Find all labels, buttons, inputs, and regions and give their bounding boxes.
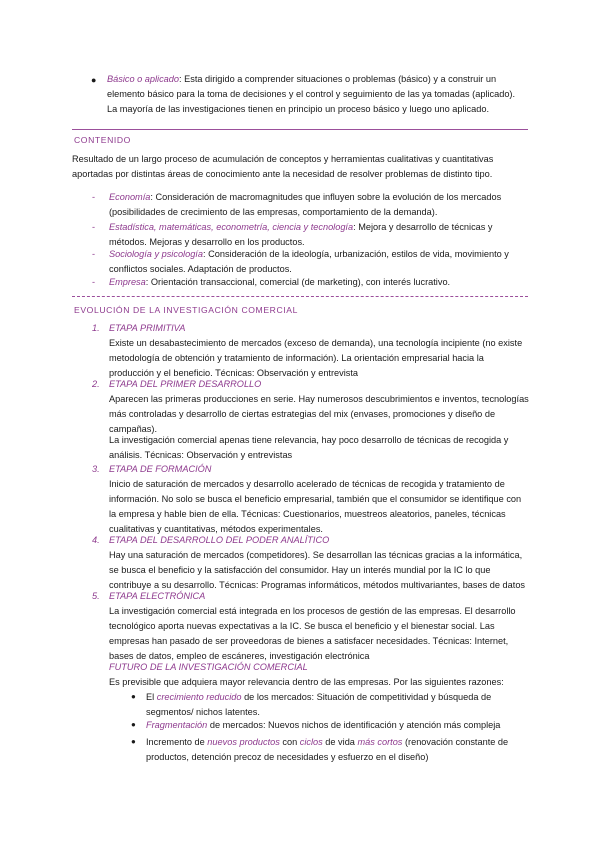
contenido-item-term: Empresa — [109, 277, 146, 287]
section-divider — [72, 129, 528, 130]
bullet-dot-icon: ● — [131, 720, 136, 729]
stage-title: ETAPA DEL PRIMER DESARROLLO — [109, 379, 262, 389]
stage-number: 5. — [92, 591, 100, 601]
futuro-bullet — [146, 718, 528, 733]
futuro-bullet — [146, 690, 528, 720]
dash-marker: - — [92, 277, 96, 287]
bullet-dot-icon: ● — [131, 692, 136, 701]
dash-marker: - — [92, 249, 96, 259]
bullet-dot-icon: ● — [131, 737, 136, 746]
contenido-item-rest: : Mejora y desarrollo de técnicas y métodos. Mejoras y desarrollo en los productos. — [109, 222, 493, 247]
intro-line2: La mayoría de las investigaciones tienen en principio un proceso básico y luego uno aplicado. — [107, 104, 490, 114]
futuro-bullet — [146, 735, 528, 765]
dash-marker: - — [92, 222, 96, 232]
futuro-text: de vida — [322, 737, 358, 747]
stage-text: Hay una saturación de mercados (competidores). Se desarrollan las técnicas gracias a la informática, se busca el beneficio y la satisfacción del consumidor. Hay un interés mundial por la IC lo que contribuye a su desarrollo. Técnicas: Programas informáticos, métodos multivariantes, bases de datos — [109, 550, 526, 590]
contenido-item-term: Sociología y psicología — [109, 249, 203, 259]
futuro-term: Fragmentación — [146, 720, 208, 730]
contenido-item-rest: : Consideración de macromagnitudes que influyen sobre la evolución de los mercados (posibilidades de crecimiento de las empresas, comportamiento de la demanda). — [109, 192, 502, 217]
stage-title: ETAPA DE FORMACIÓN — [109, 464, 212, 474]
stage-number: 2. — [92, 379, 100, 389]
contenido-item-rest: : Orientación transaccional, comercial (de marketing), con interés lucrativo. — [145, 277, 451, 287]
stage-number: 4. — [92, 535, 100, 545]
futuro-text: con — [279, 737, 300, 747]
stage-text-2: La investigación comercial apenas tiene relevancia, hay poco desarrollo de técnicas de recogida y análisis. Técnicas: Observación y entrevistas — [109, 435, 509, 460]
contenido-item-term: Economía — [109, 192, 151, 202]
futuro-term: ciclos — [299, 737, 323, 747]
futuro-text: El — [146, 692, 157, 702]
futuro-text: de mercados: Nuevos nichos de identificación y atención más compleja — [207, 720, 501, 730]
contenido-item-term: Estadística, matemáticas, econometría, ciencia y tecnología — [109, 222, 354, 232]
futuro-term: crecimiento reducido — [156, 692, 242, 702]
stage-number: 1. — [92, 323, 100, 333]
stage-text: Aparecen las primeras producciones en serie. Hay numerosos descubrimientos e inventos, tecnologías más controladas y desarrollo de ciertas estrategias del mix (envases, promociones y diseño de campañas). — [109, 394, 529, 434]
stage-title: ETAPA ELECTRÓNICA — [109, 591, 206, 601]
contenido-heading: CONTENIDO — [74, 135, 131, 145]
contenido-item — [109, 247, 529, 277]
contenido-item — [109, 190, 529, 220]
dash-marker: - — [92, 192, 96, 202]
contenido-item-rest: : Consideración de la ideología, urbanización, estilos de vida, movimiento y conflictos sociales. Adaptación de productos. — [109, 249, 509, 274]
stage-number: 3. — [92, 464, 100, 474]
futuro-text: de los mercados: Situación de competitividad y búsqueda de segmentos/ nichos latentes. — [146, 692, 492, 717]
section-divider — [72, 296, 528, 297]
contenido-item — [109, 275, 529, 290]
bullet-dot-icon: ● — [91, 75, 97, 85]
stage-title: ETAPA DEL DESARROLLO DEL PODER ANALÍTICO — [109, 535, 330, 545]
stage-text: La investigación comercial está integrada en los procesos de gestión de las empresas. El desarrollo tecnológico aporta nuevas expectativas a la IC. Se busca el beneficio y el bienestar social. Las empresas han pasado de ser proveedoras de bienes a satisfacer necesidades. Técnicas: Internet, bases de datos, empleo de escáneres, investigación electrónica — [109, 606, 516, 661]
intro-rest: : Esta dirigido a comprender situaciones o problemas (básico) y a construir un elemento básico para la toma de decisiones y el control y seguimiento de las ya tomadas (aplicado). — [107, 74, 516, 99]
futuro-term: nuevos productos — [207, 737, 280, 747]
stage-text: Inicio de saturación de mercados y desarrollo acelerado de técnicas de recogida y tratamiento de información. No solo se busca el beneficio empresarial, también que el consumidor se identifique con la empresa y hable bien de ella. Técnicas: Cuestionarios, muestreos aleatorios, paneles, técnicas cualitativas y cuantitativas, métodos experimentales. — [109, 479, 522, 534]
futuro-text: Incremento de — [146, 737, 208, 747]
futuro-text: (renovación constante de productos, detención precoz de necesidades y esfuerzo en el diseño) — [146, 737, 509, 762]
contenido-item — [109, 220, 529, 250]
evolucion-heading: EVOLUCIÓN DE LA INVESTIGACIÓN COMERCIAL — [74, 305, 298, 315]
intro-bullet-text — [107, 72, 527, 117]
stage-text: Existe un desabastecimiento de mercados (exceso de demanda), una tecnología incipiente (no existe metodología de obtención y tratamiento de información). La orientación empresarial hacia la producción y el beneficio. Técnicas: Observación y entrevista — [109, 338, 523, 378]
futuro-title: FUTURO DE LA INVESTIGACIÓN COMERCIAL — [109, 662, 308, 672]
futuro-term: más cortos — [357, 737, 403, 747]
intro-term: Básico o aplicado — [107, 74, 180, 84]
contenido-paragraph: Resultado de un largo proceso de acumulación de conceptos y herramientas cualitativas y cuantitativas aportadas por distintas áreas de conocimiento ante la necesidad de resolver problemas de distinto tipo. — [72, 154, 494, 179]
stage-title: ETAPA PRIMITIVA — [109, 323, 186, 333]
futuro-intro: Es previsible que adquiera mayor relevancia dentro de las empresas. Por las siguientes razones: — [109, 677, 504, 687]
